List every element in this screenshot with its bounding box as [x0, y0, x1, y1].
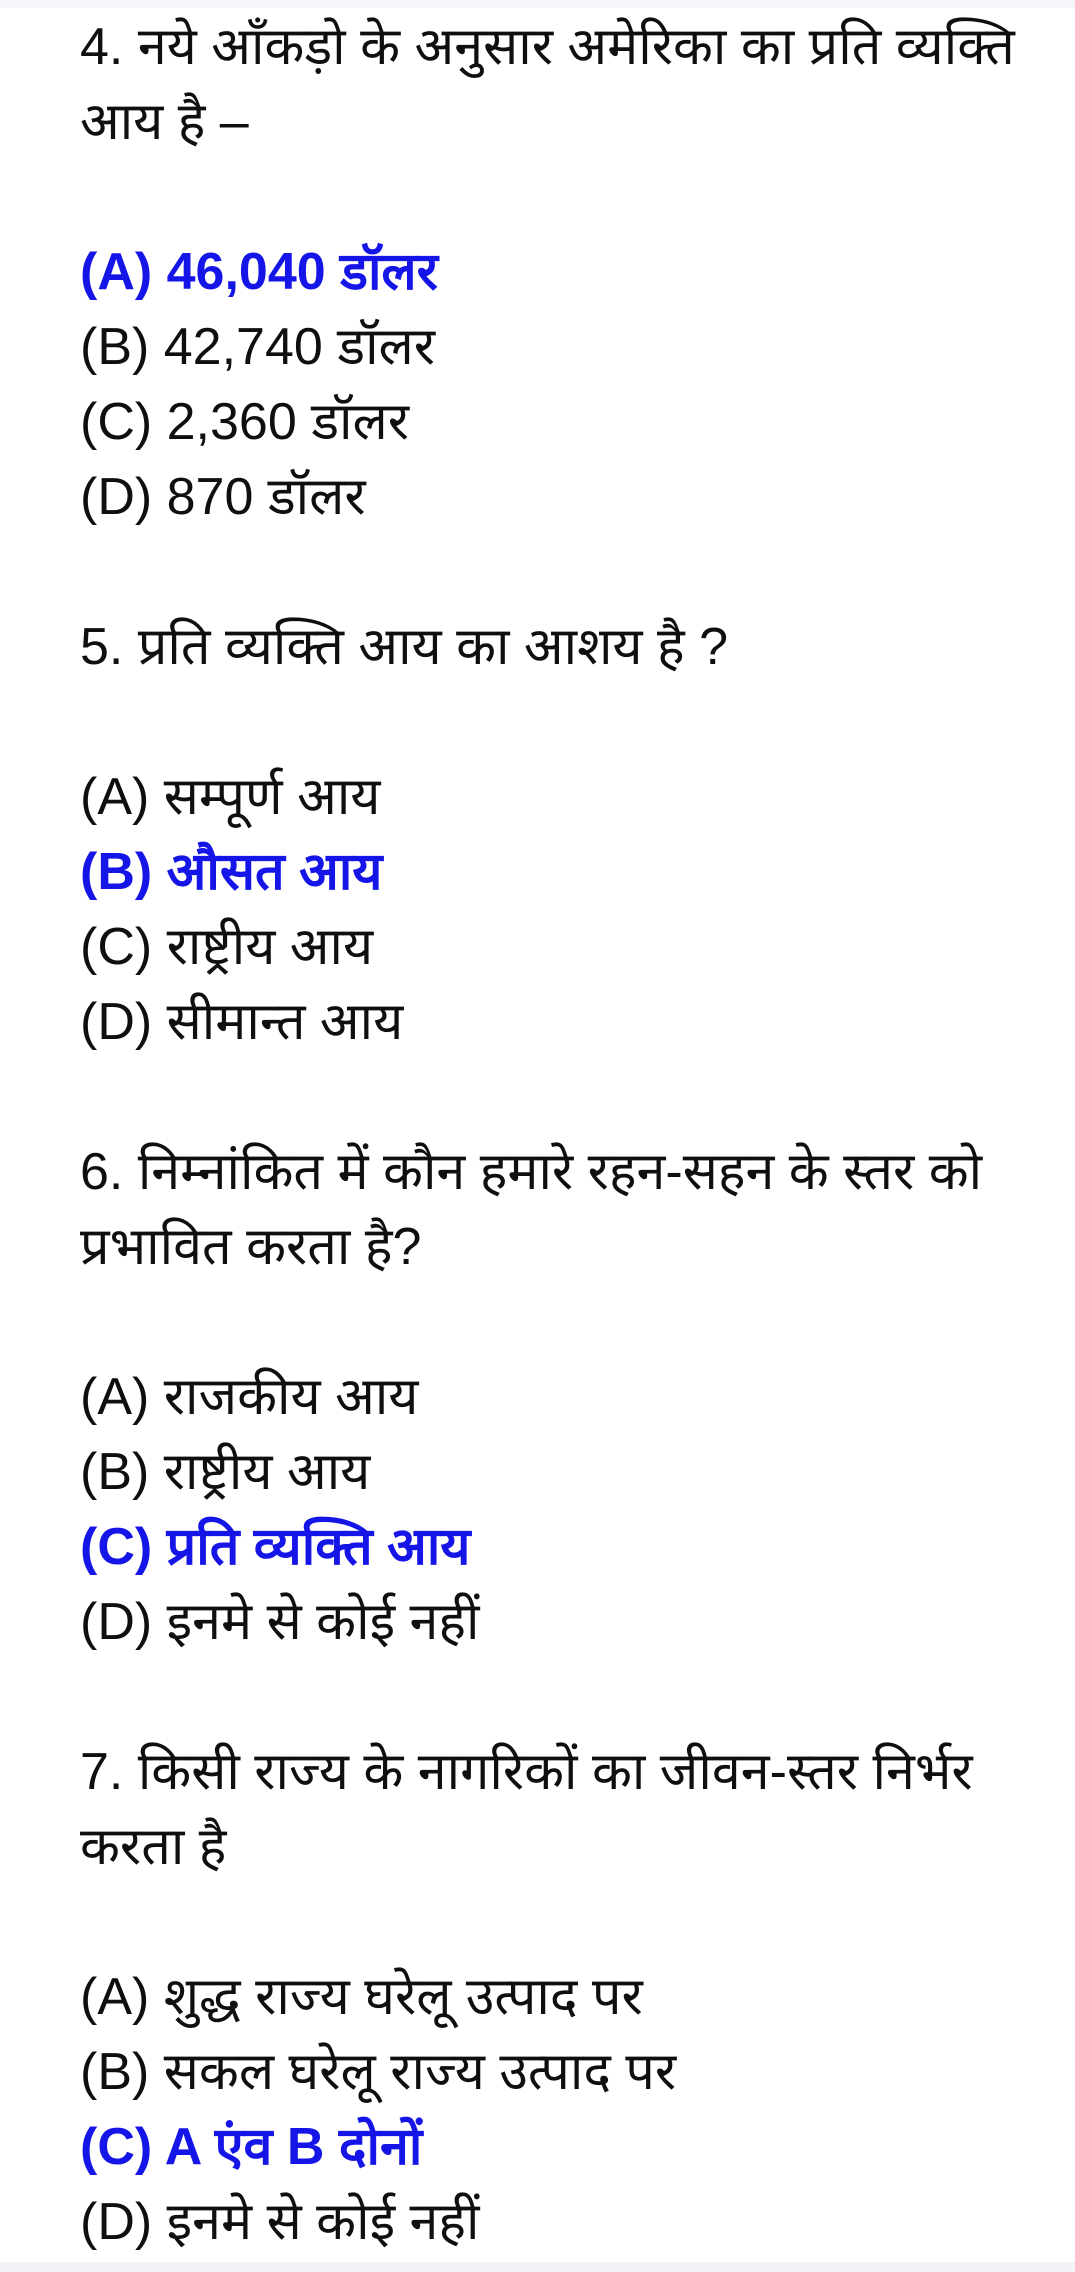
- question-line: 5. प्रति व्यक्ति आय का आशय है ?: [80, 618, 729, 676]
- option-d: (D) 870 डॉलर: [80, 468, 366, 526]
- option-a: (A) सम्पूर्ण आय: [80, 768, 381, 826]
- question-7: [80, 1735, 1020, 1885]
- option-a: (A) शुद्ध राज्य घरेलू उत्पाद पर: [80, 1968, 643, 2026]
- option-b: (B) 42,740 डॉलर: [80, 318, 436, 376]
- option-c: (C) 2,360 डॉलर: [80, 393, 410, 451]
- question-5: [80, 610, 1020, 685]
- options-q5: [80, 760, 1020, 1060]
- question-4: [80, 10, 1020, 160]
- option-a-answer: (A) 46,040 डॉलर: [80, 243, 438, 301]
- option-b: (B) राष्ट्रीय आय: [80, 1443, 371, 1501]
- question-line: 4. नये आँकड़ो के अनुसार अमेरिका का प्रति व्यक्ति: [80, 18, 1015, 76]
- question-line: प्रभावित करता है?: [80, 1218, 422, 1276]
- option-b-answer: (B) औसत आय: [80, 843, 383, 901]
- options-q6: [80, 1360, 1020, 1660]
- option-b: (B) सकल घरेलू राज्य उत्पाद पर: [80, 2043, 677, 2101]
- question-6: [80, 1135, 1020, 1285]
- adjacent-page-edge-bottom: [0, 2262, 1075, 2272]
- option-c-answer: (C) प्रति व्यक्ति आय: [80, 1518, 471, 1576]
- question-line: आय है –: [80, 93, 249, 151]
- question-line: 6. निम्नांकित में कौन हमारे रहन-सहन के स्तर को: [80, 1143, 983, 1201]
- option-d: (D) इनमे से कोई नहीं: [80, 1593, 480, 1651]
- question-line: 7. किसी राज्य के नागरिकों का जीवन-स्तर निर्भर: [80, 1743, 973, 1801]
- option-d: (D) सीमान्त आय: [80, 993, 404, 1051]
- option-c: (C) राष्ट्रीय आय: [80, 918, 374, 976]
- question-line: करता है: [80, 1818, 227, 1876]
- adjacent-page-edge-top: [0, 0, 1075, 8]
- option-d: (D) इनमे से कोई नहीं: [80, 2193, 480, 2251]
- option-c-answer: (C) A एंव B दोनों: [80, 2118, 423, 2176]
- options-q4: [80, 235, 1020, 535]
- option-a: (A) राजकीय आय: [80, 1368, 419, 1426]
- options-q7: [80, 1960, 1020, 2260]
